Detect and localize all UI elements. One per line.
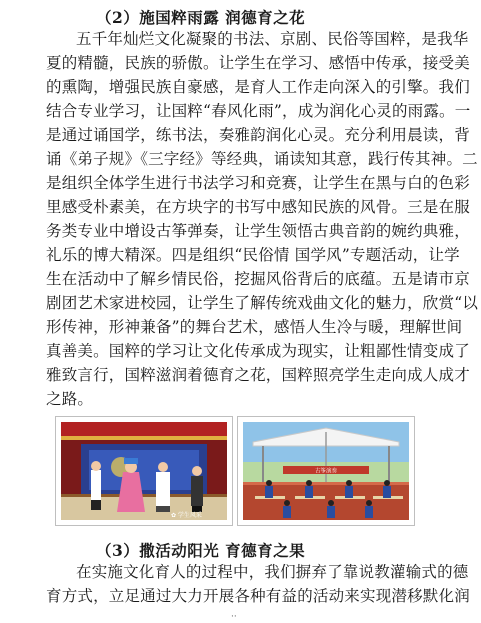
paragraph-line: 真善美。国粹的学习让文化传承成为现实，让粗鄙性情变成了	[46, 342, 470, 360]
paragraph-line: 里感受朴素美，在方块字的书写中感知民族的风骨。三是在服	[46, 198, 470, 216]
section-2-heading: （2）施国粹雨露 润德育之花	[96, 8, 306, 27]
paragraph-line: 夏的精髓，民族的骄傲。让学生在学习、感悟中传承，接受美	[46, 54, 470, 72]
paragraph-line: 的熏陶，增强民族自豪感，是育人工作走向深入的引擎。我们	[46, 78, 470, 96]
paragraph-line: 之路。	[46, 390, 94, 408]
paragraph-line: 是通过诵国学，练书法，奏雅韵润化心灵。充分利用晨读，背	[46, 126, 470, 144]
paragraph-line: 务类专业中增设古筝弹奏，让学生领悟古典音韵的婉约典雅，	[46, 222, 470, 240]
guzheng-outdoor-illustration	[243, 422, 409, 520]
paragraph-line: 育方式，立足通过大力开展各种有益的活动来实现潜移默化润	[46, 587, 470, 605]
paragraph-line: 在实施文化育人的过程中，我们摒弃了靠说教灌输式的德	[76, 563, 469, 581]
opera-stage-illustration	[61, 422, 227, 520]
section-3-heading: （3）撒活动阳光 育德育之果	[96, 541, 306, 560]
paragraph-line: 剧团艺术家进校园，让学生了解传统戏曲文化的魅力，欣赏“以	[46, 294, 479, 312]
paragraph-line: 形传神，形神兼备”的舞台艺术，感悟人生冷与暖，理解世间	[46, 318, 463, 336]
paragraph-line: 结合专业学习，让国粹“春风化雨”，成为润化心灵的雨露。一	[46, 102, 471, 120]
paragraph-line: 诵《弟子规》《三字经》等经典，诵读知其意，践行传其神。二	[46, 150, 478, 168]
page-number-mark: ··	[231, 612, 237, 622]
paragraph-line: 礼乐的博大精深。四是组织“民俗情 国学风”专题活动，让学	[46, 246, 460, 264]
paragraph-line: 雅致言行，国粹滋润着德育之花，国粹照亮学生走向成人成才	[46, 366, 470, 384]
photo-watermark: ✿ 学生风采	[171, 512, 202, 519]
guzheng-performance-photo	[237, 416, 415, 526]
opera-performance-photo	[55, 416, 233, 526]
paragraph-line: 是组织全体学生进行书法学习和竞赛，让学生在黑与白的色彩	[46, 174, 470, 192]
paragraph-line: 五千年灿烂文化凝聚的书法、京剧、民俗等国粹，是我华	[76, 30, 469, 48]
paragraph-line: 生在活动中了解乡情民俗，挖掘风俗背后的底蕴。五是请市京	[46, 270, 470, 288]
stage-banner: 古筝演奏	[314, 468, 338, 475]
